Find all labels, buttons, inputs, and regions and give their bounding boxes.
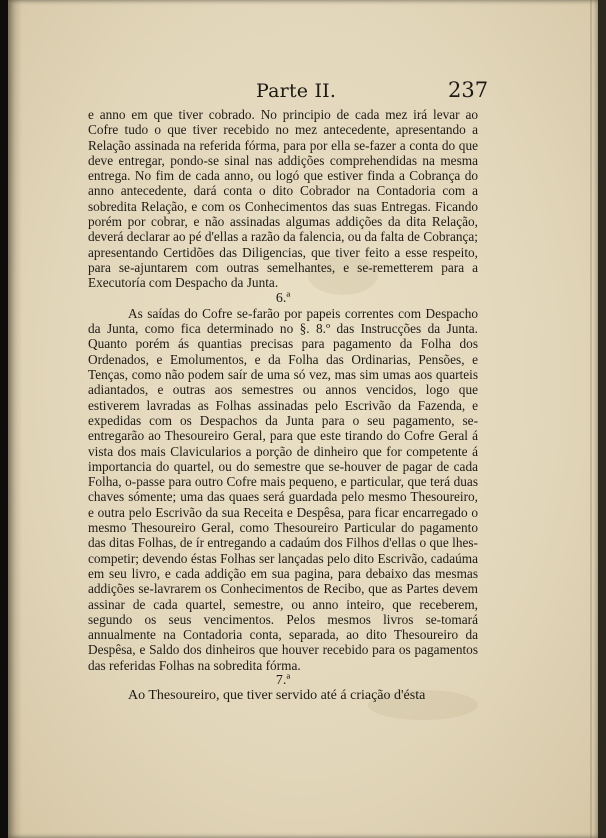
section-number: 6.ª [275,290,291,306]
body-text [88,107,478,704]
scan-background [598,0,606,838]
paper-page [8,0,598,838]
running-head [8,80,598,108]
running-title: Parte II. [256,80,337,102]
page-edge-shadow [590,0,592,838]
paragraph: Ao Thesoureiro, que tiver servido até á criação d'ésta [128,688,426,704]
section-number: 7.ª [275,672,291,688]
binding-shadow [8,0,22,838]
book-gutter [0,0,8,838]
page-number: 237 [448,78,489,102]
paragraph: As saídas do Cofre se-farão por papeis correntes com Despacho da Junta, como fica determinado no §. 8.º das Instrucções da Junta. Quanto porém ás quantias precisas para pagamento da Folha dos Ordenados, e Emolumentos, e da Folha das Ordinarias, Pensões, e Tenças, como não podem saír de uma só vez, mas sim umas aos quarteis adiantados, e outras aos semestres ou annos vencidos, logo que estiverem lavradas as Folhas assinadas pelo Escrivão da Fazenda, e expedidas com os Despachos da Junta para o seu pagamento, se-entregarão ao Thesoureiro Geral, para que este tirando do Cofre Geral á vista dos mais Clavicularios a porção de dinheiro que for competente á importancia do quartel, ou do semestre que se-houver de pagar de cada Folha, o-passe para outro Cofre mais pequeno, e particular, que terá duas chaves sómente; uma das quaes será guardada pelo mesmo Thesoureiro, e outra pelo Escrivão da sua Receita e Despêsa, para ficar encarregado o mesmo Thesoureiro Geral, como Thesoureiro Particular do pagamento das ditas Folhas, de ír entregando a cadaúm dos Filhos d'ellas o que lhes-competir; devendo éstas Folhas ser lançadas pelo dito Escrivão, cadaúma em seu livro, e cada addição em sua pagina, para debaixo das mesmas addições se-lavrarem os Conhecimentos de Recibo, que as Partes devem assinar de cada quartel, semestre, ou anno inteiro, que receberem, segundo os seus vencimentos. Pelos mesmos livros se-tomará annualmente na Contadoria conta, separada, ao dito Thesoureiro da Despêsa, e Saldo dos dinheiros que houver recebido para os pagamentos das referidas Folhas na sobredita fórma. [88,305,478,673]
paragraph: e anno em que tiver cobrado. No principio de cada mez irá levar ao Cofre tudo o que tiver recebido no mez antecedente, apresentando a Relação assinada na referida fórma, para por ella se-fazer a conta do que deve entregar, pondo-se sinal nas addições comprehendidas na mesma entrega. No fim de cada anno, ou logó que estiver finda a Cobrança do anno antecedente, dará conta o dito Cobrador na Contadoria com a sobredita Relação, e com os Conhecimentos das suas Entregas. Ficando porém por cobrar, e não assinadas algumas addições da dita Relação, deverá declarar ao pé d'ellas a razão da falencia, ou da falta de Cobrança; apresentando Certidões das Diligencias, que tiver feito a esse respeito, para se-ajuntarem com outras semelhantes, e se-remetterem para a Executoría com Despacho da Junta. [88,107,478,291]
